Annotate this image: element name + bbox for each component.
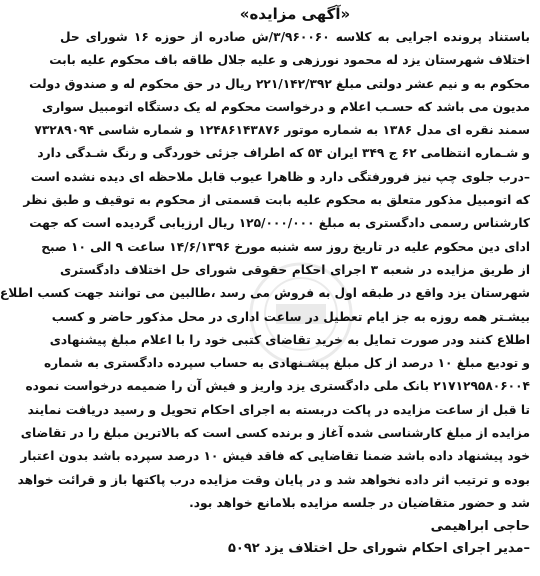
body-line: تا قبل از ساعت مزایده در پاکت دربسته به اجرای احکام تحویل و رسید دریافت نمایند bbox=[27, 402, 530, 417]
body-line: محکوم به و نیم عشر دولتی مبلغ ۲۲۱/۱۴۲/۳۹۲ ریال در حق محکوم له و صندوق دولت bbox=[29, 76, 530, 91]
body-line-last: شد و حضور متقاضیان در جلسه مزایده بلامانع خواهد بود. bbox=[189, 495, 530, 510]
body-line: بیشـتر همه روزه به جز ایام تعطیل در ساعت اداری در محل مذکور حاضر و کسب bbox=[51, 309, 530, 324]
body-line: شهرستان یزد واقع در طبقه اول به فروش می رسد ،طالبین می توانند جهت کسب اطلاع bbox=[0, 286, 530, 301]
body-line: اختلاف شهرستان یزد له محمود نورزهی و علیه جلال طاقه باف محکوم علیه بابت bbox=[49, 53, 530, 68]
body-line: سمند نقره ای مدل ۱۳۸۶ به شماره موتور ۱۲۴۸۶۱۴۳۸۷۶ و شماره شاسی ۷۳۲۸۹۰۹۴ bbox=[34, 123, 530, 138]
body-line: و تودیع مبلغ ۱۰ درصد از کل مبلغ پیشـنهادی به حساب سپرده دادگستری به شماره bbox=[43, 356, 530, 371]
body-line: اطلاع کنند ودر صورت تمایل به خرید تقاضای کتبی خود را با اعلام مبلغ پیشنهادی bbox=[49, 332, 530, 347]
body-line: و شـماره انتظامی ۶۲ ج ۳۴۹ ایران ۵۴ که اطراف جزئی خوردگی و رنگ شـدگی دارد bbox=[37, 146, 530, 161]
signer-title: –مدیر اجرای احکام شورای حل اختلاف یزد ۵۰۹۲ bbox=[227, 541, 530, 556]
body-line: باستناد پرونده اجرایی به کلاسه ۳/۹۶۰۰۶۰/ش صادره از حوزه ۱۶ شورای حل bbox=[60, 30, 531, 44]
signer-name: حاجی ابراهیمی bbox=[430, 519, 530, 534]
body-line: ادای دین محکوم علیه در تاریخ روز سه شنبه مورخ ۱۴/۶/۱۳۹۶ ساعت ۹ الی ۱۰ صبح bbox=[41, 239, 530, 254]
signature-block bbox=[228, 516, 530, 560]
notice-body bbox=[0, 26, 534, 515]
body-line: کارشناس رسمی دادگستری به مبلغ ۱۲۵/۰۰۰/۰۰۰ ریال ارزیابی گردیده است که جهت bbox=[29, 216, 530, 231]
body-line: مدیون می باشد که حسـب اعلام و درخواست محکوم له یک دستگاه اتومبیل سواری bbox=[41, 99, 530, 114]
body-line: بوده و ترتیب اثر داده نخواهد شد و در پایان وقت مزایده درب پاکتها باز و قرائت خواهد bbox=[17, 472, 530, 487]
body-line: –درب جلوی چپ نیز فرورفتگی دارد و ظاهرا عیوب قابل ملاحظه ای دیده نشده است bbox=[30, 169, 530, 184]
notice-title: «آگهی مزایده» bbox=[239, 5, 351, 23]
body-line: از طریق مزایده در شعبه ۳ اجرای احکام حقوقی شورای حل اختلاف دادگستری bbox=[60, 262, 530, 277]
body-line: خود پیشنهاد داده باشد ضمنا تقاضایی که فاقد فیش ۱۰ درصد سپرده باشد بدون اعتبار bbox=[20, 449, 530, 464]
notice-document bbox=[0, 4, 534, 570]
body-line: که اتومبیل مذکور متعلق به محکوم علیه بابت قسمتی از محکوم به توقیف و طبق نظر bbox=[23, 193, 530, 208]
body-line: ۲۱۷۱۲۹۵۸۰۶۰۰۴ بانک ملی دادگستری یزد واریز و فیش آن را ضمیمه درخواست نموده bbox=[25, 379, 530, 394]
body-line: مزایده از مبلغ کارشناسی شده آغاز و برنده کسی است که بالاترین مبلغ را در تقاضای bbox=[20, 426, 530, 441]
